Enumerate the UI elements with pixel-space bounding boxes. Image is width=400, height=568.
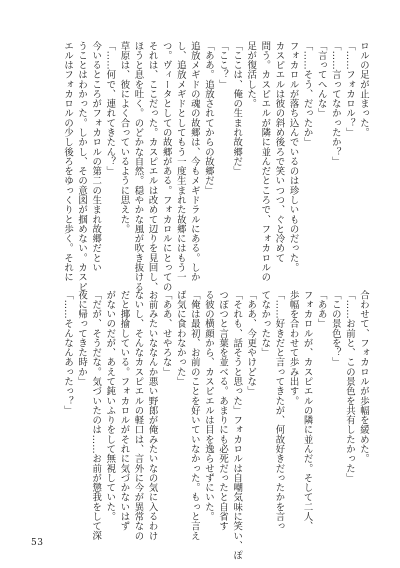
text-line: 「だが、そうだな。気づいたのは……お前が懲我をして深 [90,290,102,541]
text-line: 今いるところがフォカロルの第二の生まれ故郷だとい [90,41,102,273]
text-line: 「俺は最初、お前のことを好いていなかった。もっと言え [188,290,200,541]
text-line: し、追放メギドとしてもう一度生まれた故郷にはもう一 [174,41,186,282]
text-line: 草原は、彼によく合っているように思えた。 [118,41,130,234]
text-line: それは、ここだった。カスピエルは改めて辺りを見回し、 [146,41,158,292]
text-line: つぽつと言葉を並べる。あまりにも必死だったと自省す [217,290,229,531]
text-line: フォカロルが落ち込んでいるのは珍しいものだった。 [287,41,299,273]
text-line: 「ああ、今更やけどな」 [245,290,257,397]
text-line: フォカロルが、カスピエルの隣に並んだ。そして二人、 [301,290,313,531]
text-line: だと揶揄している。フォカロルがそれに気づかないはず [118,290,130,531]
text-line: うことはわかった。しかし、その意図が掴めない。カスピ [76,41,88,292]
text-block-top [60,41,370,292]
text-line: エルはフォカロルの少し後ろをゆっくりと歩く。それに [62,41,74,282]
text-line: 「……言ってなかったか？」 [329,41,341,167]
text-line: 「……そう、だったか」 [301,41,313,148]
text-line: 「この景色を？」 [329,290,341,368]
text-line: 「ここは、俺の生まれ故郷だ」 [231,41,243,176]
text-line: がないのだが、あえて鈍いふりをして無視していた。 [104,290,116,522]
text-line: 「……そんなんあったっ？」 [62,290,74,416]
text-line: 「……お前と、この景色を共有したかった」 [343,290,355,483]
text-line: 「それも、話そうと思った」フォカロルは自嘲気味に笑い、ぽ [231,290,243,560]
text-line: 「ああ」 [315,290,327,329]
text-line: つ。ヴィータとしての故郷がある。フォカロルにとっての [160,41,172,292]
text-line: 夜に帰ってきた時か」 [76,290,88,387]
text-line: 歩幅を合わせて歩み出す。 [287,290,299,406]
text-line: 追放メギドの魂の故郷は、今もメギドラルにある。しか [188,41,200,282]
text-line: る彼の横顔から、カスピエルは目を逸らせずにいた。 [202,290,214,522]
text-line: 「……何で、連れてきたん？」 [104,41,116,176]
text-line: 合わせて、フォカロルが歩幅を緩めた。 [358,290,369,464]
text-line: 「ああ。追放されてからの故郷だ」 [202,41,214,196]
text-line: 足が復活した。 [245,41,257,109]
text-block-bottom [60,290,370,560]
text-line: 「……好きだと言ってきたが、何故好きだったかを言っ [273,290,285,531]
text-line: 「……フォカロル？」 [343,41,355,138]
text-line: ロルの足が止まった。 [358,41,369,138]
text-line: 「ここ？」 [217,41,229,90]
page-number: 53 [31,538,44,548]
text-line: てなかったな」 [259,290,271,358]
text-line: 「ああ、せやろな」 [160,290,172,377]
text-line: お前みたいななんか悪い野郎が俺みたいなの気に入るわけ [146,290,158,541]
text-line: 「言ってへんな」 [315,41,327,119]
text-line: ば気に食わなかった」 [174,290,186,387]
text-line: 問う。カスピエルが隣に並んだところで、フォカロルの [259,41,271,282]
text-line: ほうと息を吐く。のどかな自然。穏やかな風が吹き抜ける [132,41,144,292]
text-line: ないし、そんなカスピエルの軽口は、言外に今が異常なの [132,290,144,541]
text-line: カスピエルは彼の斜め後ろで笑いつつ、ぐと冷めて [273,41,285,263]
